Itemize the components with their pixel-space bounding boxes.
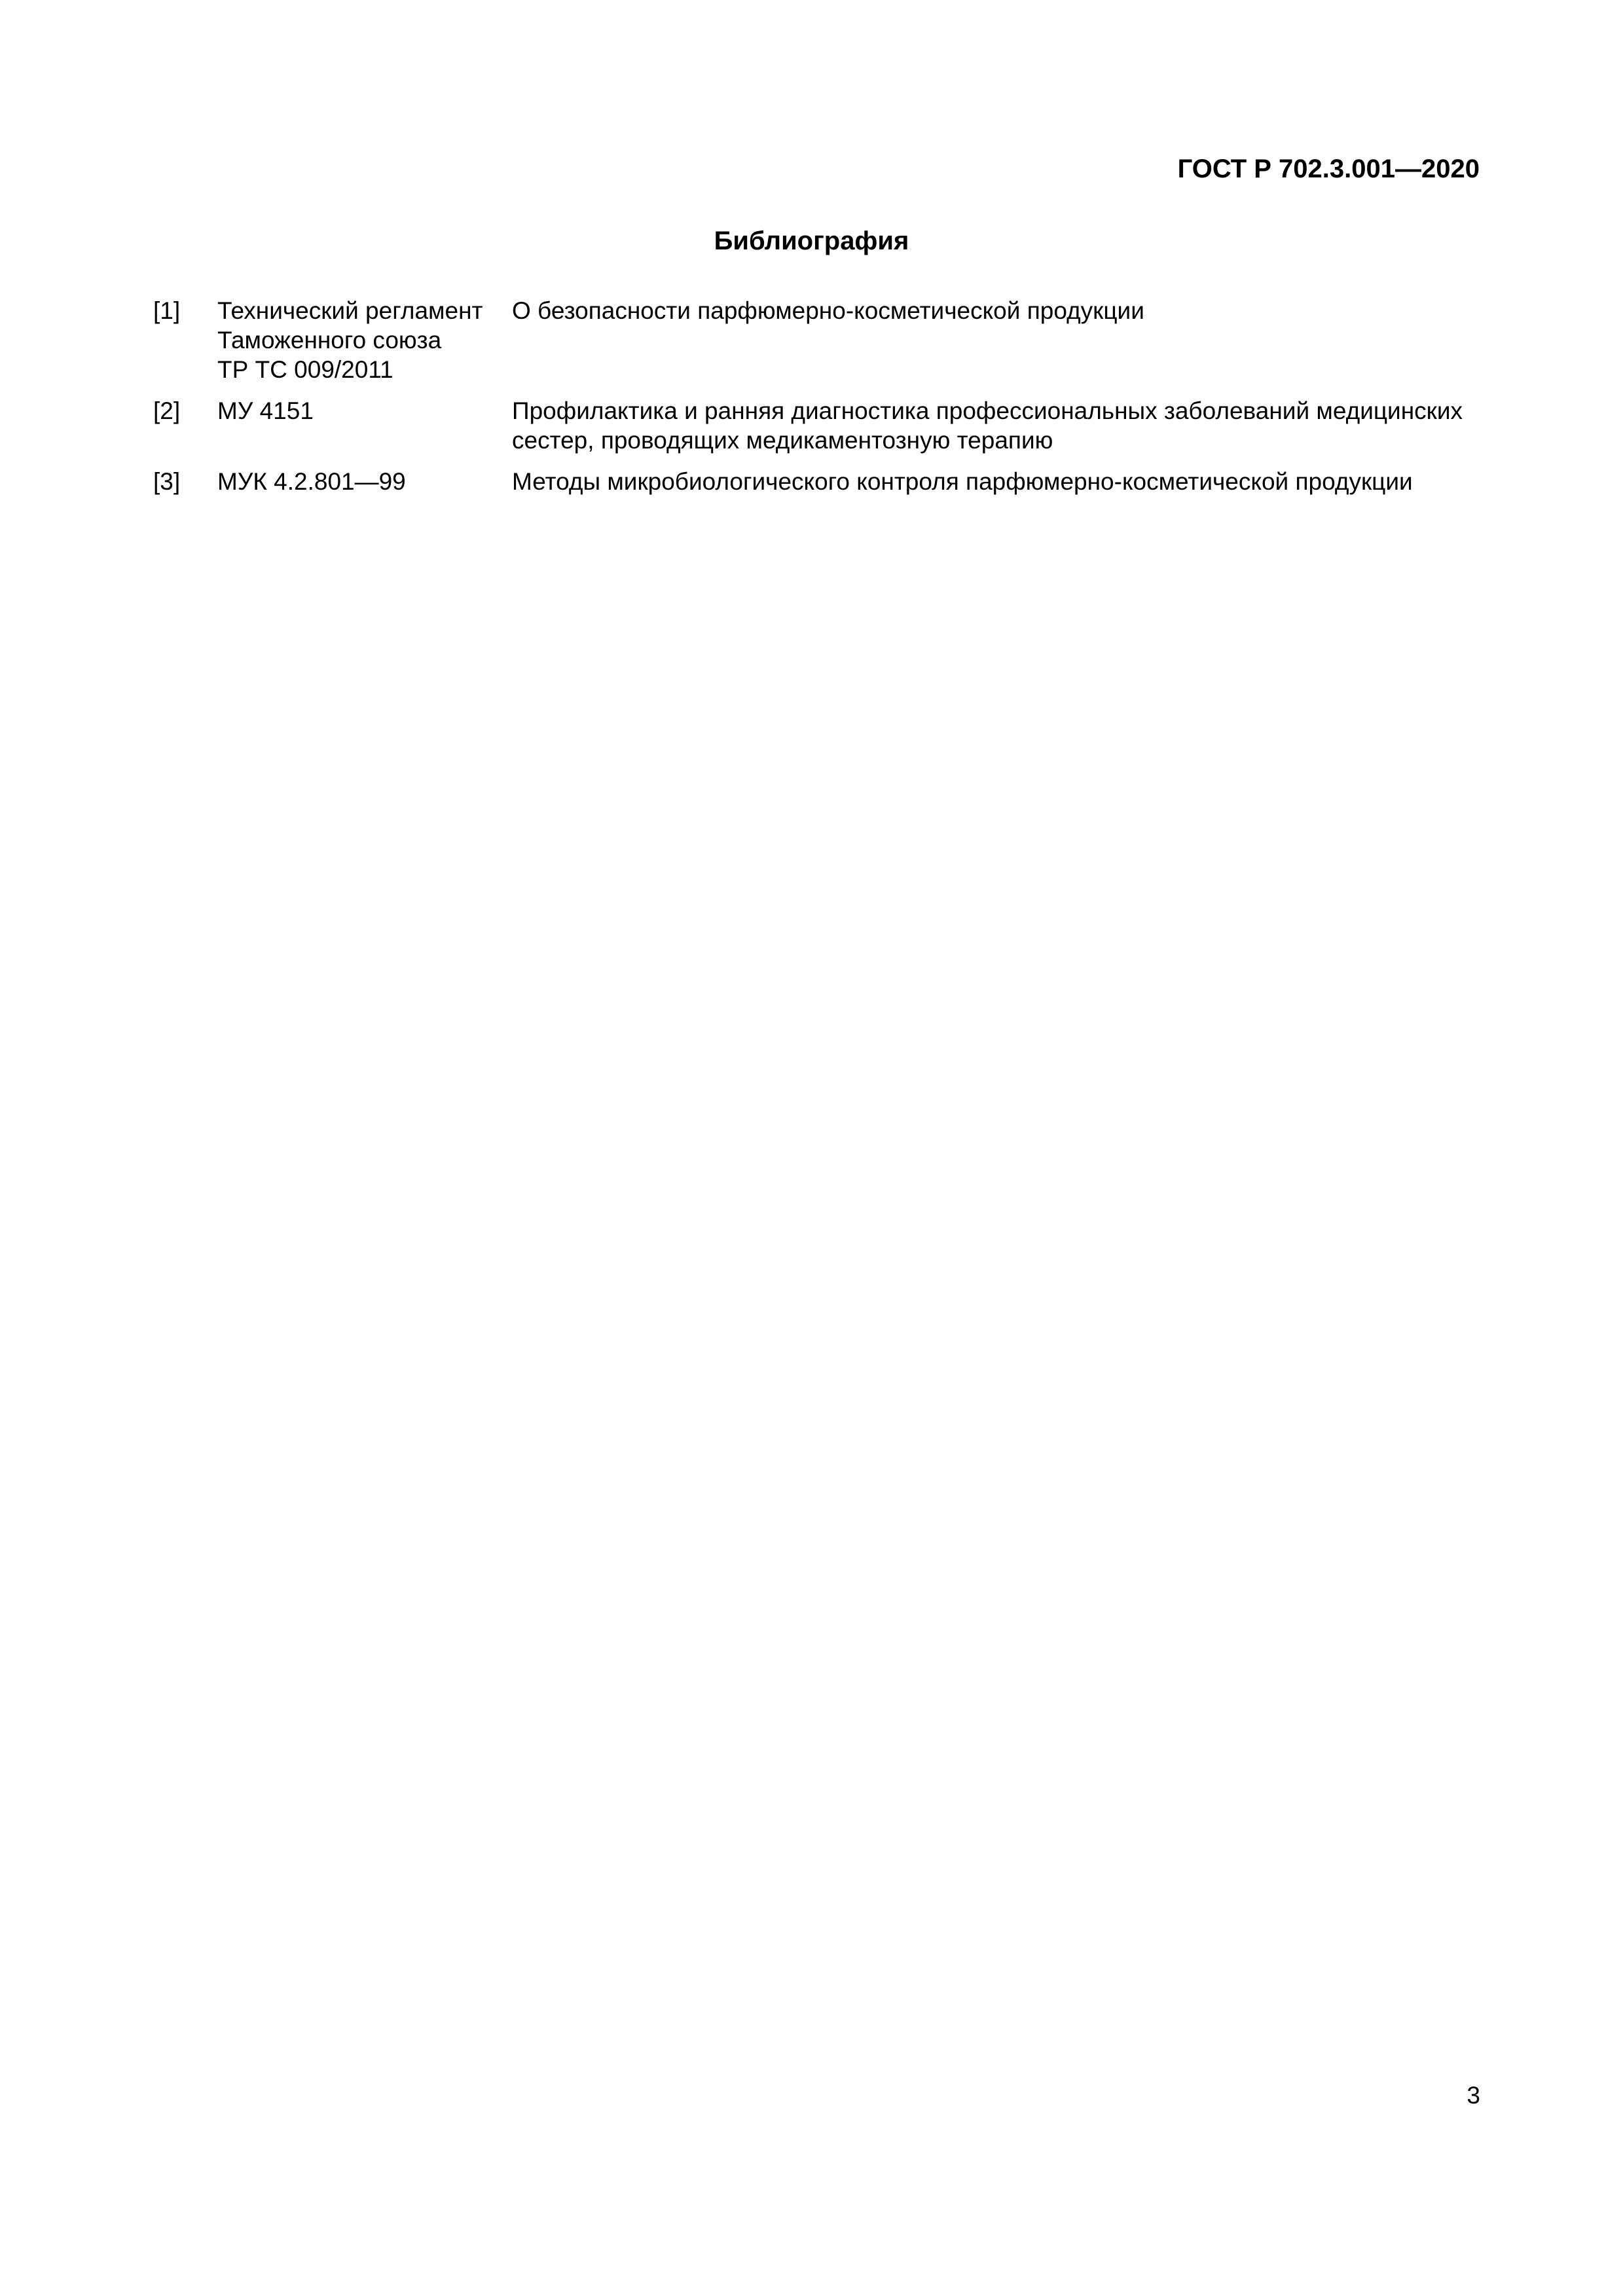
- entry-description: Методы микробиологического контроля парфюмерно-косметической продукции: [512, 468, 1413, 495]
- page-number: 3: [1467, 2082, 1480, 2109]
- entry-number: [3]: [153, 468, 181, 495]
- entry-number: [1]: [153, 297, 181, 324]
- bibliography-entry: [153, 296, 1482, 384]
- entry-description: О безопасности парфюмерно-косметической продукции: [512, 297, 1144, 324]
- entry-number: [2]: [153, 397, 181, 424]
- bibliography-entry: [153, 467, 1482, 496]
- document-code: ГОСТ Р 702.3.001—2020: [1177, 155, 1480, 183]
- entry-description: Профилактика и ранняя диагностика профессиональных заболеваний медицинских сестер, проводящих медикаментозную терапию: [512, 397, 1463, 454]
- section-title: Библиография: [714, 227, 909, 255]
- bibliography-list: [153, 296, 1482, 508]
- entry-reference: МУК 4.2.801—99: [217, 468, 406, 495]
- entry-reference: МУ 4151: [217, 397, 314, 424]
- entry-reference: Технический регламент Таможенного союза ТР ТС 009/2011: [217, 297, 483, 383]
- bibliography-entry: [153, 396, 1482, 455]
